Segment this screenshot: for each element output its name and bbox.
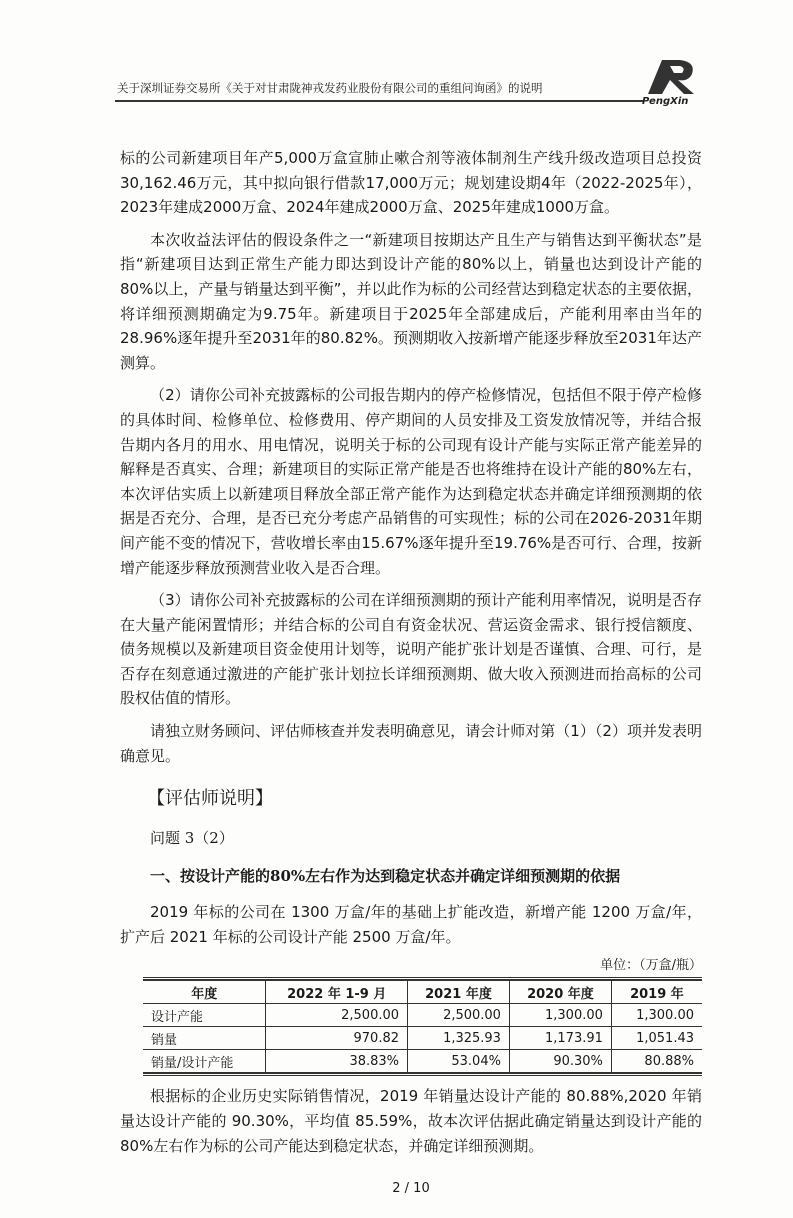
row-label: 销量 [143, 1027, 266, 1050]
column-header: 2019 年 [611, 981, 702, 1004]
row-label: 销量/设计产能 [143, 1050, 266, 1073]
row-label: 设计产能 [143, 1004, 266, 1027]
cell: 53.04% [408, 1050, 510, 1073]
cell: 1,300.00 [509, 1004, 611, 1027]
paragraph-request: 请独立财务顾问、评估师核查并发表明确意见，请会计师对第（1）（2）项并发表明确意见。 [120, 722, 702, 765]
column-header: 年度 [143, 981, 266, 1004]
table-row [143, 1050, 702, 1073]
cell: 1,300.00 [611, 1004, 702, 1027]
cell: 90.30% [509, 1050, 611, 1073]
cell: 970.82 [266, 1027, 408, 1050]
column-header: 2020 年度 [509, 981, 611, 1004]
table-header-row [143, 981, 702, 1004]
page-number: 2 / 10 [392, 1181, 430, 1197]
column-header: 2022 年 1-9 月 [266, 981, 408, 1004]
paragraph-question-2: （2）请你公司补充披露标的公司报告期内的停产检修情况，包括但不限于停产检修的具体时间、检修单位、检修费用、停产期间的人员安排及工资发放情况等，并结合报告期内各月的用水、用电情况，说明关于标的公司现有设计产能与实际正常产能差异的解释是否真实、合理；新建项目的实际正常产能是否也将维持在设计产能的80%左右，本次评估实质上以新建项目释放全部正常产能作为达到稳定状态并确定详细预测期的依据是否充分、合理，是否已充分考虑产品销售的可实现性；标的公司在2026-2031年期间产能不变的情况下，营收增长率由15.67%逐年提升至19.76%是否可行、合理，按新增产能逐步释放预测营业收入是否合理。 [120, 386, 702, 577]
table-row [143, 1027, 702, 1050]
table-row [143, 1004, 702, 1027]
cell: 2,500.00 [408, 1004, 510, 1027]
section-heading: 一、按设计产能的80%左右作为达到稳定状态并确定详细预测期的依据 [150, 867, 621, 886]
cell: 38.83% [266, 1050, 408, 1073]
cell: 1,325.93 [408, 1027, 510, 1050]
paragraph-conclusion: 根据标的企业历史实际销售情况，2019 年销量达设计产能的 80.88%,2020 年销量达设计产能的 90.30%，平均值 85.59%，故本次评估据此确定销量达到设计产能的 80%左右作为标的公司产能达到稳定状态，并确定详细预测期。 [120, 1087, 702, 1155]
paragraph-intro: 2019 年标的公司在 1300 万盒/年的基础上扩能改造，新增产能 1200 万盒/年，扩产后 2021 年标的公司设计产能 2500 万盒/年。 [120, 903, 702, 946]
paragraph-assumption: 本次收益法评估的假设条件之一“新建项目按期达产且生产与销售达到平衡状态”是指“新建项目达到正常生产能力即达到设计产能的80%以上，销量也达到设计产能的80%以上，产量与销量达到平衡”，并以此作为标的公司经营达到稳定状态的主要依据，将详细预测期确定为9.75年。新建项目于2025年全部建成后，产能利用率由当年的28.96%逐年提升至2031年的80.82%。预测期收入按新增产能逐步释放至2031年达产测算。 [120, 230, 702, 372]
page-body [120, 0, 702, 1218]
running-header: 关于深圳证券交易所《关于对甘肃陇神戎发药业股份有限公司的重组问询函》的说明 [117, 81, 543, 95]
cell: 2,500.00 [266, 1004, 408, 1027]
cell: 1,051.43 [611, 1027, 702, 1050]
svg-text:PengXin: PengXin [642, 96, 689, 106]
cell: 80.88% [611, 1050, 702, 1073]
question-label: 问题 3（2） [150, 829, 234, 848]
section-title: 【评估师说明】 [147, 788, 273, 810]
capacity-table [143, 977, 702, 1076]
cell: 1,173.91 [509, 1027, 611, 1050]
unit-label: 单位：（万盒/瓶） [600, 958, 702, 974]
column-header: 2021 年度 [408, 981, 510, 1004]
paragraph-project-investment: 标的公司新建项目年产5,000万盒宣肺止嗽合剂等液体制剂生产线升级改造项目总投资30,162.46万元，其中拟向银行借款17,000万元；规划建设期4年（2022-2025年），2023年建成2000万盒、2024年建成2000万盒、2025年建成1000万盒。 [120, 149, 702, 217]
paragraph-question-3: （3）请你公司补充披露标的公司在详细预测期的预计产能利用率情况，说明是否存在大量产能闲置情形；并结合标的公司自有资金状况、营运资金需求、银行授信额度、债务规模以及新建项目资金使用计划等，说明产能扩张计划是否谨慎、合理、可行，是否存在刻意通过激进的产能扩张计划拉长详细预测期、做大收入预测进而抬高标的公司股权估值的情形。 [120, 591, 702, 708]
